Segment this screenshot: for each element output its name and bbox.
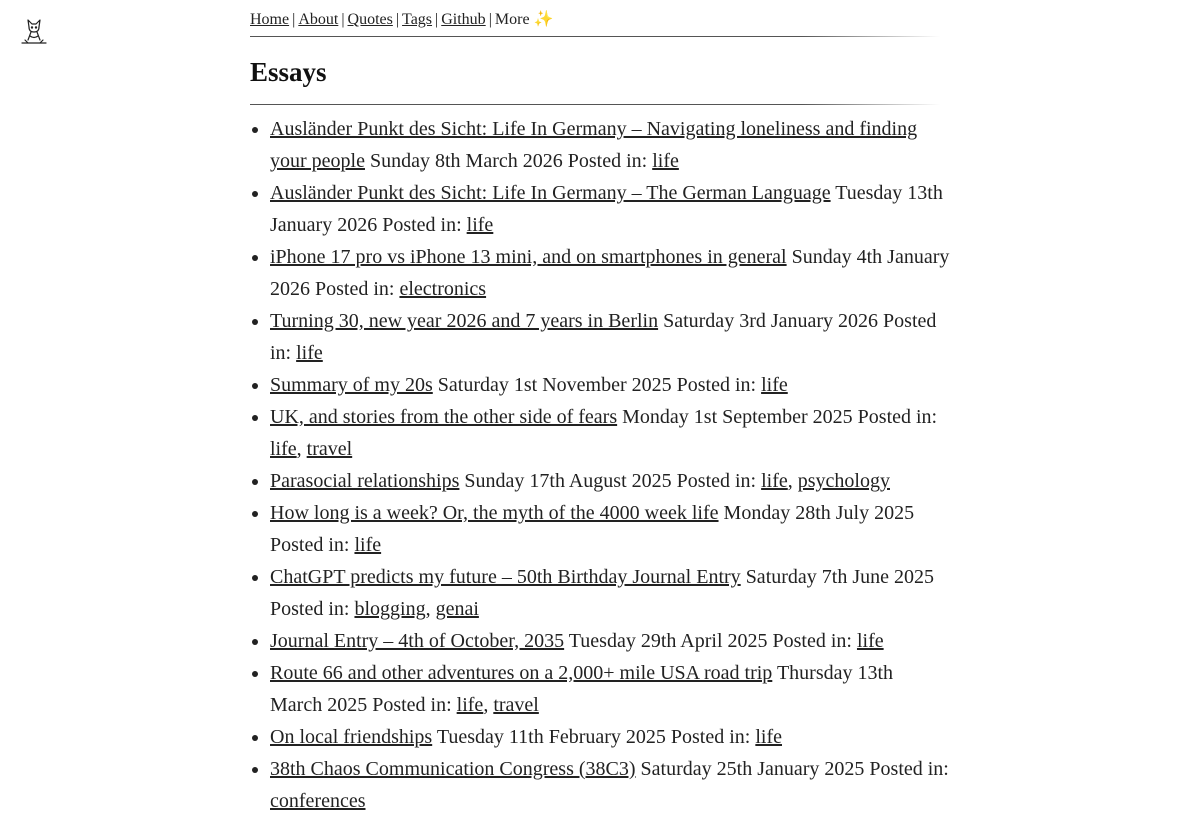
posted-in-label: Posted in:	[857, 406, 938, 428]
essay-title-link[interactable]: How long is a week? Or, the myth of the 4000 week life	[270, 502, 719, 524]
essay-date: Saturday 25th January 2025	[640, 758, 865, 780]
essay-list-item	[270, 369, 950, 401]
posted-in-label: Posted in:	[676, 470, 757, 492]
essay-list-item	[270, 305, 950, 369]
posted-in-label: Posted in:	[270, 534, 350, 556]
tag-link[interactable]: life	[354, 534, 382, 556]
essay-date: Sunday 17th August 2025	[464, 470, 672, 492]
tag-link[interactable]: life	[296, 342, 323, 364]
title-divider	[250, 104, 940, 105]
posted-in-label: Posted in:	[270, 598, 350, 620]
essay-date: Sunday 4th January 2026	[270, 246, 950, 300]
essay-date: Saturday 3rd January 2026	[663, 310, 879, 332]
essay-date: Tuesday 29th April 2025	[568, 630, 768, 652]
essay-list-item	[270, 177, 950, 241]
essay-title-link[interactable]: Turning 30, new year 2026 and 7 years in Berlin	[270, 310, 659, 332]
posted-in-label: Posted in:	[270, 310, 937, 364]
essay-title-link[interactable]: ChatGPT predicts my future – 50th Birthday Journal Entry	[270, 566, 741, 588]
nav-separator: |	[395, 11, 400, 28]
posted-in-label: Posted in:	[670, 726, 751, 748]
posted-in-label: Posted in:	[772, 630, 852, 652]
nav-more[interactable]: More ✨	[494, 11, 554, 28]
posted-in-label: Posted in:	[315, 278, 395, 300]
nav-home[interactable]: Home	[250, 11, 290, 28]
essay-title-link[interactable]: Parasocial relationships	[270, 470, 460, 492]
essay-list-item: • Parasocial relationships Sunday 17th August 2025 Posted in: life, psychology	[270, 465, 950, 497]
essay-list-item	[270, 721, 950, 753]
page-title: Essays	[250, 57, 327, 87]
essay-list-item	[270, 497, 950, 561]
tag-link[interactable]: travel	[493, 694, 539, 716]
posted-in-label: Posted in:	[567, 150, 648, 172]
tag-link[interactable]: psychology	[797, 470, 890, 492]
essay-date: Tuesday 13th January 2026	[270, 182, 943, 236]
essay-title-link[interactable]: Journal Entry – 4th of October, 2035	[270, 630, 565, 652]
nav-separator: |	[292, 11, 296, 28]
essay-list	[250, 113, 950, 817]
tag-link[interactable]: life	[466, 214, 494, 236]
tag-link[interactable]: life	[761, 374, 788, 396]
tag-link[interactable]: life	[270, 438, 297, 460]
tag-link[interactable]: life	[761, 470, 788, 492]
posted-in-label: Posted in:	[372, 694, 452, 716]
tag-link[interactable]: life	[456, 694, 484, 716]
nav-tags[interactable]: Tags	[402, 11, 433, 28]
tag-link[interactable]: travel	[306, 438, 353, 460]
tag-link[interactable]: electronics	[399, 278, 487, 300]
posted-in-label: Posted in:	[676, 374, 757, 396]
posted-in-label: Posted in:	[869, 758, 949, 780]
essay-date: Monday 28th July 2025	[723, 502, 915, 524]
tag-link[interactable]: life	[755, 726, 782, 748]
tag-link[interactable]: conferences	[270, 790, 366, 812]
essay-date: Saturday 7th June 2025	[745, 566, 934, 588]
posted-in-label: Posted in:	[382, 214, 462, 236]
essay-title-link[interactable]: Summary of my 20s	[270, 374, 433, 396]
nav-quotes[interactable]: Quotes	[347, 11, 393, 28]
cat-logo-icon[interactable]	[20, 18, 48, 46]
essay-date: Saturday 1st November 2025	[437, 374, 672, 396]
essay-date: Tuesday 11th February 2025	[436, 726, 666, 748]
essay-list-item: • UK, and stories from the other side of fears Monday 1st September 2025 Posted in: life, travel	[270, 401, 950, 465]
tag-link[interactable]: genai	[435, 598, 479, 620]
essay-date: Sunday 8th March 2026	[369, 150, 563, 172]
essay-date: Thursday 13th March 2025	[270, 662, 894, 716]
essay-title-link[interactable]: UK, and stories from the other side of fears	[270, 406, 618, 428]
essay-list-item: • Route 66 and other adventures on a 2,000+ mile USA road trip Thursday 13th March 2025 Posted in: life, travel	[270, 657, 950, 721]
tag-link[interactable]: life	[856, 630, 884, 652]
essay-list-item	[270, 113, 950, 177]
nav-separator: |	[341, 11, 345, 28]
tag-link[interactable]: life	[652, 150, 679, 172]
essay-list-item	[270, 625, 950, 657]
essay-title-link[interactable]: Ausländer Punkt des Sicht: Life In Germany – The German Language	[270, 182, 831, 204]
essay-title-link[interactable]: 38th Chaos Communication Congress (38C3)	[270, 758, 636, 780]
essay-date: Monday 1st September 2025	[622, 406, 853, 428]
essay-list-item	[270, 753, 950, 817]
nav-separator: |	[435, 11, 439, 28]
essay-list-item: • ChatGPT predicts my future – 50th Birthday Journal Entry Saturday 7th June 2025 Posted in: blogging, genai	[270, 561, 950, 625]
essay-title-link[interactable]: Route 66 and other adventures on a 2,000+ mile USA road trip	[270, 662, 773, 684]
page-content	[250, 0, 950, 817]
essay-list-item	[270, 241, 950, 305]
essay-title-link[interactable]: Ausländer Punkt des Sicht: Life In Germany – Navigating loneliness and finding your people	[270, 118, 918, 172]
essay-title-link[interactable]: On local friendships	[270, 726, 433, 748]
tag-link[interactable]: blogging	[354, 598, 426, 620]
nav-separator: |	[488, 11, 492, 28]
essay-title-link[interactable]: iPhone 17 pro vs iPhone 13 mini, and on smartphones in general	[270, 246, 787, 268]
nav-github[interactable]: Github	[441, 11, 486, 28]
top-nav	[250, 0, 940, 38]
nav-about[interactable]: About	[298, 11, 339, 28]
